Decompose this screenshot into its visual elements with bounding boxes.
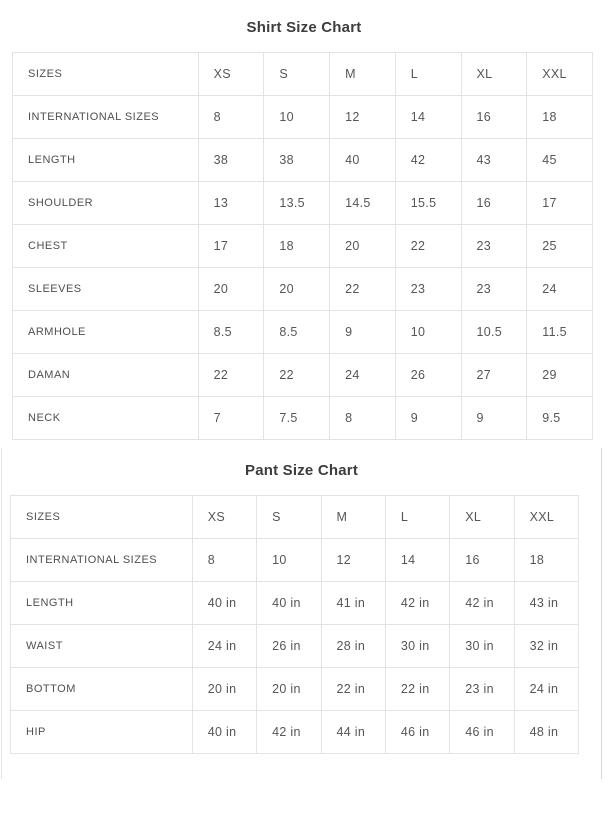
value-cell: 38 [198, 139, 264, 182]
table-row [13, 182, 593, 225]
value-cell: 10 [264, 96, 330, 139]
value-cell: 9.5 [527, 397, 593, 440]
value-cell: 22 [264, 354, 330, 397]
shirt-size-table [12, 52, 593, 440]
row-label-cell: INTERNATIONAL SIZES [11, 539, 193, 582]
row-label-cell: BOTTOM [11, 668, 193, 711]
column-header-cell: M [321, 496, 385, 539]
value-cell: 24 [330, 354, 396, 397]
column-header-cell: XS [198, 53, 264, 96]
value-cell: 18 [264, 225, 330, 268]
shirt-chart-title: Shirt Size Chart [246, 19, 362, 36]
value-cell: 16 [450, 539, 514, 582]
row-label-cell: WAIST [11, 625, 193, 668]
table-row [11, 668, 579, 711]
value-cell: 42 in [450, 582, 514, 625]
table-row [13, 354, 593, 397]
value-cell: 41 in [321, 582, 385, 625]
value-cell: 22 [198, 354, 264, 397]
row-label-cell: NECK [13, 397, 199, 440]
value-cell: 14 [395, 96, 461, 139]
value-cell: 9 [330, 311, 396, 354]
column-header-cell: XL [450, 496, 514, 539]
value-cell: 10 [257, 539, 321, 582]
value-cell: 8.5 [264, 311, 330, 354]
column-header-cell: M [330, 53, 396, 96]
value-cell: 8 [192, 539, 256, 582]
value-cell: 20 [330, 225, 396, 268]
table-row [11, 582, 579, 625]
table-row [11, 711, 579, 754]
value-cell: 14.5 [330, 182, 396, 225]
value-cell: 42 in [257, 711, 321, 754]
value-cell: 13.5 [264, 182, 330, 225]
value-cell: 26 in [257, 625, 321, 668]
row-label-cell: CHEST [13, 225, 199, 268]
value-cell: 7.5 [264, 397, 330, 440]
value-cell: 17 [527, 182, 593, 225]
value-cell: 24 in [514, 668, 578, 711]
table-row [13, 268, 593, 311]
table-row [11, 539, 579, 582]
value-cell: 42 [395, 139, 461, 182]
value-cell: 23 [461, 268, 527, 311]
value-cell: 23 [461, 225, 527, 268]
column-header-cell: S [257, 496, 321, 539]
table-row [13, 225, 593, 268]
pant-chart-title: Pant Size Chart [244, 462, 359, 479]
value-cell: 23 in [450, 668, 514, 711]
sizes-header-cell: SIZES [13, 53, 199, 96]
value-cell: 13 [198, 182, 264, 225]
value-cell: 14 [385, 539, 449, 582]
column-header-cell: XXL [527, 53, 593, 96]
value-cell: 46 in [385, 711, 449, 754]
value-cell: 24 in [192, 625, 256, 668]
row-label-cell: DAMAN [13, 354, 199, 397]
value-cell: 10.5 [461, 311, 527, 354]
sizes-header-cell: SIZES [11, 496, 193, 539]
pant-size-table [10, 495, 579, 754]
header-row [11, 496, 579, 539]
value-cell: 9 [395, 397, 461, 440]
row-label-cell: SHOULDER [13, 182, 199, 225]
value-cell: 20 in [257, 668, 321, 711]
value-cell: 45 [527, 139, 593, 182]
value-cell: 12 [321, 539, 385, 582]
value-cell: 9 [461, 397, 527, 440]
row-label-cell: LENGTH [11, 582, 193, 625]
value-cell: 22 in [321, 668, 385, 711]
column-header-cell: XS [192, 496, 256, 539]
value-cell: 7 [198, 397, 264, 440]
value-cell: 38 [264, 139, 330, 182]
table-row [11, 625, 579, 668]
table-row [13, 311, 593, 354]
value-cell: 48 in [514, 711, 578, 754]
header-row [13, 53, 593, 96]
value-cell: 27 [461, 354, 527, 397]
page [0, 19, 608, 819]
column-header-cell: L [395, 53, 461, 96]
value-cell: 8 [198, 96, 264, 139]
value-cell: 20 [198, 268, 264, 311]
value-cell: 23 [395, 268, 461, 311]
value-cell: 17 [198, 225, 264, 268]
value-cell: 18 [514, 539, 578, 582]
row-label-cell: HIP [11, 711, 193, 754]
value-cell: 25 [527, 225, 593, 268]
column-header-cell: XXL [514, 496, 578, 539]
value-cell: 29 [527, 354, 593, 397]
value-cell: 43 in [514, 582, 578, 625]
value-cell: 20 in [192, 668, 256, 711]
pant-chart-panel [1, 448, 602, 779]
value-cell: 30 in [450, 625, 514, 668]
value-cell: 22 [330, 268, 396, 311]
value-cell: 8.5 [198, 311, 264, 354]
value-cell: 44 in [321, 711, 385, 754]
table-row [13, 96, 593, 139]
value-cell: 24 [527, 268, 593, 311]
value-cell: 30 in [385, 625, 449, 668]
value-cell: 12 [330, 96, 396, 139]
row-label-cell: SLEEVES [13, 268, 199, 311]
column-header-cell: XL [461, 53, 527, 96]
value-cell: 11.5 [527, 311, 593, 354]
value-cell: 18 [527, 96, 593, 139]
value-cell: 32 in [514, 625, 578, 668]
value-cell: 40 [330, 139, 396, 182]
value-cell: 8 [330, 397, 396, 440]
row-label-cell: LENGTH [13, 139, 199, 182]
value-cell: 22 in [385, 668, 449, 711]
row-label-cell: ARMHOLE [13, 311, 199, 354]
value-cell: 40 in [257, 582, 321, 625]
row-label-cell: INTERNATIONAL SIZES [13, 96, 199, 139]
value-cell: 10 [395, 311, 461, 354]
value-cell: 26 [395, 354, 461, 397]
value-cell: 16 [461, 182, 527, 225]
shirt-chart-section [0, 19, 608, 440]
value-cell: 46 in [450, 711, 514, 754]
value-cell: 20 [264, 268, 330, 311]
table-row [13, 397, 593, 440]
value-cell: 15.5 [395, 182, 461, 225]
value-cell: 40 in [192, 711, 256, 754]
value-cell: 43 [461, 139, 527, 182]
value-cell: 22 [395, 225, 461, 268]
column-header-cell: L [385, 496, 449, 539]
column-header-cell: S [264, 53, 330, 96]
table-row [13, 139, 593, 182]
value-cell: 42 in [385, 582, 449, 625]
value-cell: 40 in [192, 582, 256, 625]
value-cell: 16 [461, 96, 527, 139]
value-cell: 28 in [321, 625, 385, 668]
